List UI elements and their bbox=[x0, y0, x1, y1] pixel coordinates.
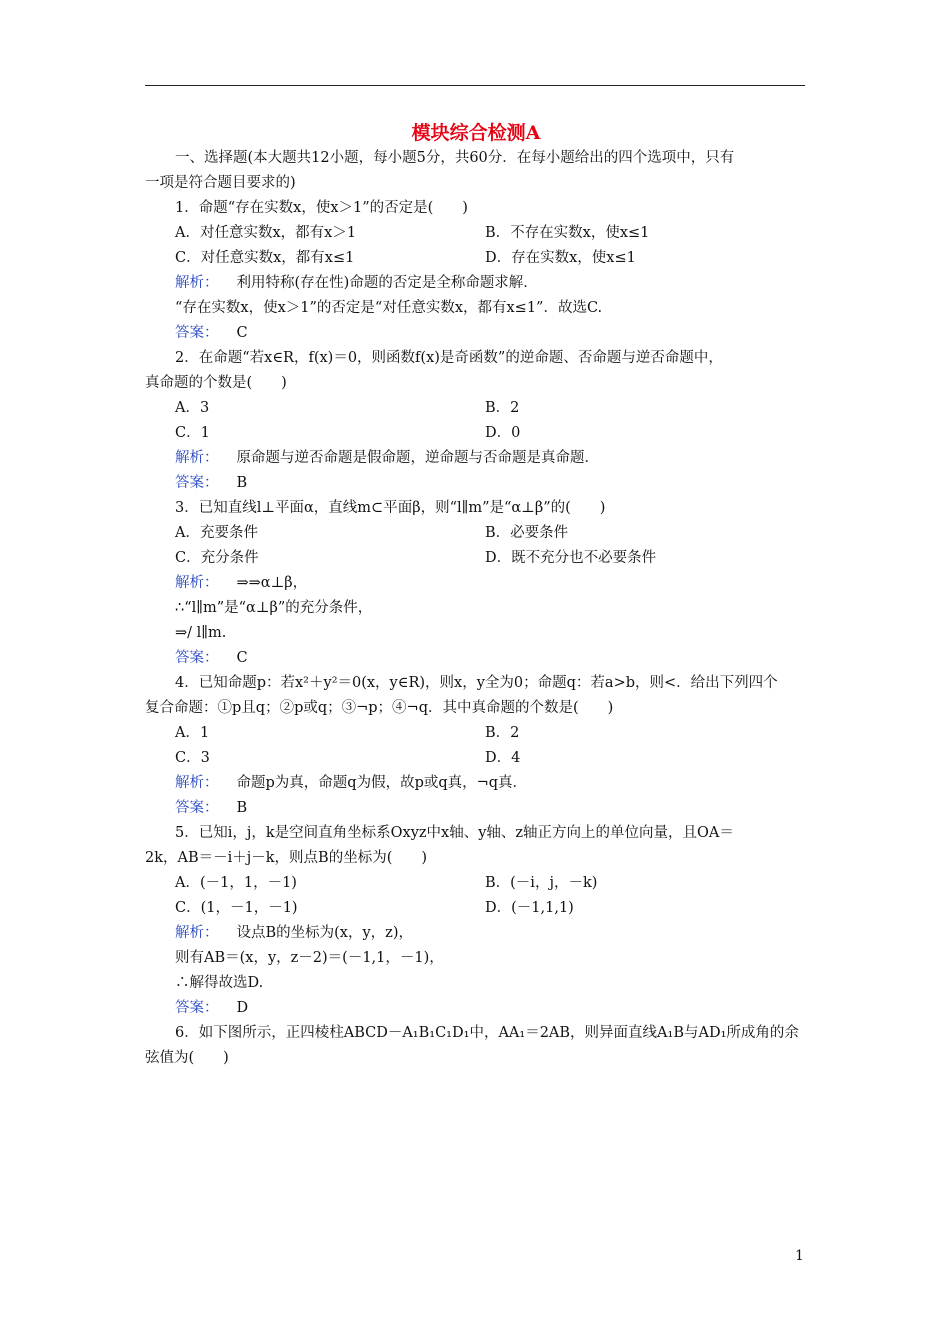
q5-option-b: B．(－i，j，－k) bbox=[485, 875, 598, 891]
q5-answer bbox=[145, 996, 807, 1021]
q2-stem-line1: 2．在命题“若x∈R，f(x)＝0，则函数f(x)是奇函数”的逆命题、否命题与逆否命题中， bbox=[175, 350, 723, 366]
analysis-label: 解析： bbox=[175, 275, 219, 291]
section-header-line2: 一项是符合题目要求的) bbox=[145, 175, 296, 191]
q1-answer bbox=[145, 321, 807, 346]
q1-option-b: B．不存在实数x，使x≤1 bbox=[485, 225, 650, 241]
q3-stem: 3．已知直线l⊥平面α，直线m⊂平面β，则“l∥m”是“α⊥β”的( ) bbox=[175, 500, 606, 516]
q2-analysis bbox=[145, 446, 807, 471]
q4-options-row1 bbox=[145, 721, 807, 746]
q5-option-d: D．(－1,1,1) bbox=[485, 900, 574, 916]
q1-answer-text: C bbox=[236, 325, 248, 341]
q3-option-d: D．既不充分也不必要条件 bbox=[485, 550, 657, 566]
q5-analysis-text: 设点B的坐标为(x，y，z)， bbox=[236, 925, 413, 941]
q3-option-c: C．充分条件 bbox=[175, 550, 259, 566]
header-rule bbox=[145, 85, 805, 86]
q4-option-c: C．3 bbox=[175, 750, 210, 766]
q4-answer-text: B bbox=[236, 800, 248, 816]
q1-options-row2 bbox=[145, 246, 807, 271]
q4-stem-line1: 4．已知命题p：若x²＋y²＝0(x，y∈R)，则x，y全为0；命题q：若a>b，则<．给出下列四个 bbox=[175, 675, 778, 691]
q1-analysis bbox=[145, 271, 807, 296]
q3-analysis-line2: ∴“l∥m”是“α⊥β”的充分条件， bbox=[175, 600, 373, 616]
q2-option-c: C．1 bbox=[175, 425, 210, 441]
answer-label: 答案： bbox=[175, 325, 219, 341]
q5-analysis bbox=[145, 921, 807, 946]
q3-answer bbox=[145, 646, 807, 671]
q4-option-a: A．1 bbox=[175, 725, 210, 741]
q1-option-a: A．对任意实数x，都有x＞1 bbox=[175, 225, 357, 241]
q4-answer bbox=[145, 796, 807, 821]
answer-label: 答案： bbox=[175, 650, 219, 666]
q6-stem-line2: 弦值为( ) bbox=[145, 1050, 229, 1066]
q5-analysis-line3: ∴解得故选D. bbox=[175, 975, 264, 991]
answer-label: 答案： bbox=[175, 800, 219, 816]
q2-option-d: D．0 bbox=[485, 425, 521, 441]
q5-answer-text: D bbox=[236, 1000, 249, 1016]
page-number: 1 bbox=[795, 1248, 804, 1264]
q4-analysis-text: 命题p为真，命题q为假，故p或q真，¬q真． bbox=[236, 775, 528, 791]
q5-analysis-line2: 则有AB＝(x，y，z－2)＝(－1,1，－1)， bbox=[175, 950, 444, 966]
analysis-label: 解析： bbox=[175, 775, 219, 791]
q1-analysis-text: 利用特称(存在性)命题的否定是全称命题求解． bbox=[236, 275, 538, 291]
q4-option-d: D．4 bbox=[485, 750, 521, 766]
q5-stem-line1: 5．已知i，j，k是空间直角坐标系Oxyz中x轴、y轴、z轴正方向上的单位向量，且OA＝ bbox=[175, 825, 734, 841]
q3-options-row1 bbox=[145, 521, 807, 546]
q5-options-row2 bbox=[145, 896, 807, 921]
analysis-label: 解析： bbox=[175, 925, 219, 941]
q5-stem-line2: 2k，AB＝－i＋j－k，则点B的坐标为( ) bbox=[145, 850, 428, 866]
q3-analysis-line3: ⇒/ l∥m. bbox=[175, 625, 227, 641]
analysis-label: 解析： bbox=[175, 450, 219, 466]
q1-option-d: D．存在实数x，使x≤1 bbox=[485, 250, 636, 266]
q2-answer bbox=[145, 471, 807, 496]
q2-answer-text: B bbox=[236, 475, 248, 491]
q1-option-c: C．对任意实数x，都有x≤1 bbox=[175, 250, 355, 266]
q2-stem-line2: 真命题的个数是( ) bbox=[145, 375, 287, 391]
q3-options-row2 bbox=[145, 546, 807, 571]
q2-options-row1 bbox=[145, 396, 807, 421]
q1-options-row1 bbox=[145, 221, 807, 246]
q2-option-a: A．3 bbox=[175, 400, 210, 416]
q5-options-row1 bbox=[145, 871, 807, 896]
q3-analysis bbox=[145, 571, 807, 596]
q2-options-row2 bbox=[145, 421, 807, 446]
q6-stem-line1: 6．如下图所示，正四棱柱ABCD－A₁B₁C₁D₁中，AA₁＝2AB，则异面直线A₁B与AD₁所成角的余 bbox=[175, 1025, 799, 1041]
q1-stem: 1．命题“存在实数x，使x＞1”的否定是( ) bbox=[175, 200, 468, 216]
document-body bbox=[145, 120, 807, 1071]
answer-label: 答案： bbox=[175, 475, 219, 491]
page-title: 模块综合检测A bbox=[411, 122, 541, 144]
q4-stem-line2: 复合命题：①p且q；②p或q；③¬p；④¬q．其中真命题的个数是( ) bbox=[145, 700, 614, 716]
q2-option-b: B．2 bbox=[485, 400, 520, 416]
q4-options-row2 bbox=[145, 746, 807, 771]
q3-analysis-text: ⇒⇒α⊥β， bbox=[236, 575, 308, 591]
q4-analysis bbox=[145, 771, 807, 796]
q3-option-b: B．必要条件 bbox=[485, 525, 569, 541]
analysis-label: 解析： bbox=[175, 575, 219, 591]
q1-analysis-line2: “存在实数x，使x＞1”的否定是“对任意实数x，都有x≤1”．故选C. bbox=[175, 300, 603, 316]
section-header-line1: 一、选择题(本大题共12小题，每小题5分，共60分．在每小题给出的四个选项中，只有 bbox=[175, 150, 735, 166]
q5-option-a: A．(－1，1，－1) bbox=[175, 875, 297, 891]
q3-answer-text: C bbox=[236, 650, 248, 666]
q3-option-a: A．充要条件 bbox=[175, 525, 258, 541]
answer-label: 答案： bbox=[175, 1000, 219, 1016]
q2-analysis-text: 原命题与逆否命题是假命题，逆命题与否命题是真命题． bbox=[236, 450, 599, 466]
q4-option-b: B．2 bbox=[485, 725, 520, 741]
q5-option-c: C．(1，－1，－1) bbox=[175, 900, 298, 916]
